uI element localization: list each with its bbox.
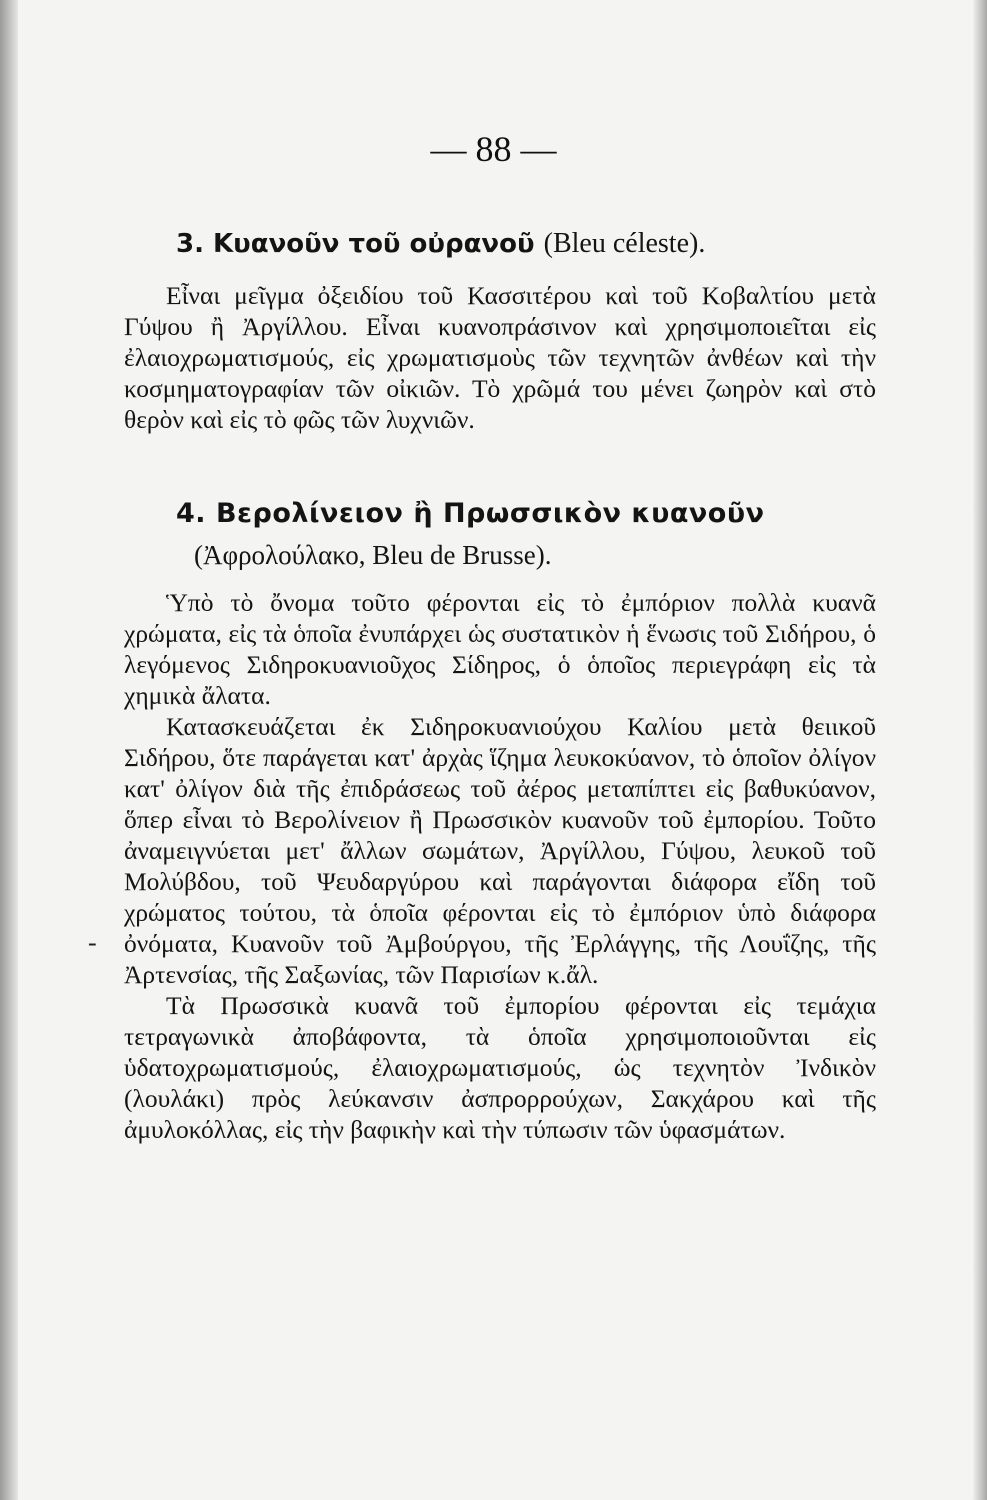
- section-4-paragraph-2: Κατασκευάζεται ἐκ Σιδηροκυανιούχου Καλίου μετὰ θειικοῦ Σιδήρου, ὅτε παράγεται κατ' ἀρχὰς ἵζημα λευκοκύανον, τὸ ὁποῖον ὀλίγον κατ' ὀλίγον διὰ τῆς ἐπιδράσεως τοῦ ἀέρος μεταπίπτει εἰς βαθυκύανον, ὅπερ εἶναι τὸ Βερολίνειον ἢ Πρωσσικὸν κυανοῦν τοῦ ἐμπορίου. Τοῦτο ἀναμειγνύεται μετ' ἄλλων σωμάτων, Ἀργίλλου, Γύψου, λευκοῦ τοῦ Μολύβδου, τοῦ Ψευδαργύρου καὶ παράγονται διάφορα εἴδη τοῦ χρώματος τούτου, τὰ ὁποῖα φέρονται εἰς τὸ ἐμπόριον ὑπὸ διάφορα ὀνόματα, Κυανοῦν τοῦ Ἀμβούργου, τῆς Ἐρλάγγης, τῆς Λουΐζης, τῆς Ἀρτενσίας, τῆς Σαξωνίας, τῶν Παρισίων κ.ἄλ.: [124, 712, 876, 989]
- section-4-subheading: (Ἀφρολούλακο, Bleu de Brusse).: [194, 540, 552, 570]
- margin-mark: -: [88, 928, 97, 957]
- section-4-heading: 4. Βερολίνειον ἢ Πρωσσικὸν κυανοῦν: [176, 498, 765, 529]
- section-3-latin-name: (Bleu céleste).: [543, 228, 706, 259]
- page-content: [124, 222, 876, 1145]
- section-4-paragraph-1: Ὑπὸ τὸ ὄνομα τοῦτο φέρονται εἰς τὸ ἐμπόριον πολλὰ κυανᾶ χρώματα, εἰς τὰ ὁποῖα ἐνυπάρχει ὡς συστατικὸν ἡ ἕνωσις τοῦ Σιδήρου, ὁ λεγόμενος Σιδηροκυανιοῦχος Σίδηρος, ὁ ὁποῖος περιεγράφη εἰς τὰ χημικὰ ἄλατα.: [124, 588, 876, 710]
- section-3-heading: [176, 222, 876, 266]
- section-3-title: 3. Κυανοῦν τοῦ οὐρανοῦ: [176, 229, 535, 259]
- section-3-paragraph: Εἶναι μεῖγμα ὀξειδίου τοῦ Κασσιτέρου καὶ τοῦ Κοβαλτίου μετὰ Γύψου ἢ Ἀργίλλου. Εἶναι κυανοπράσινον καὶ χρησιμοποιεῖται εἰς ἐλαιοχρωματισμούς, εἰς χρωματισμοὺς τῶν τεχνητῶν ἀνθέων καὶ τὴν κοσμηματογραφίαν τῶν οἰκιῶν. Τὸ χρῶμά του μένει ζωηρὸν καὶ στὸ θερὸν καὶ εἰς τὸ φῶς τῶν λυχνιῶν.: [124, 281, 876, 434]
- page-edge-shadow: [973, 0, 987, 1500]
- page-number: — 88 —: [430, 129, 557, 169]
- page-binding-shadow: [0, 0, 18, 1500]
- section-4-paragraph-3: Τὰ Πρωσσικὰ κυανᾶ τοῦ ἐμπορίου φέρονται εἰς τεμάχια τετραγωνικὰ ἀποβάφοντα, τὰ ὁποῖα χρησιμοποιοῦνται εἰς ὑδατοχρωματισμούς, ἐλαιοχρωματισμούς, ὡς τεχνητὸν Ἰνδικὸν (λουλάκι) πρὸς λεύκανσιν ἀσπρορρούχων, Σακχάρου καὶ τῆς ἀμυλοκόλλας, εἰς τὴν βαφικὴν καὶ τὴν τύπωσιν τῶν ὑφασμάτων.: [124, 991, 876, 1144]
